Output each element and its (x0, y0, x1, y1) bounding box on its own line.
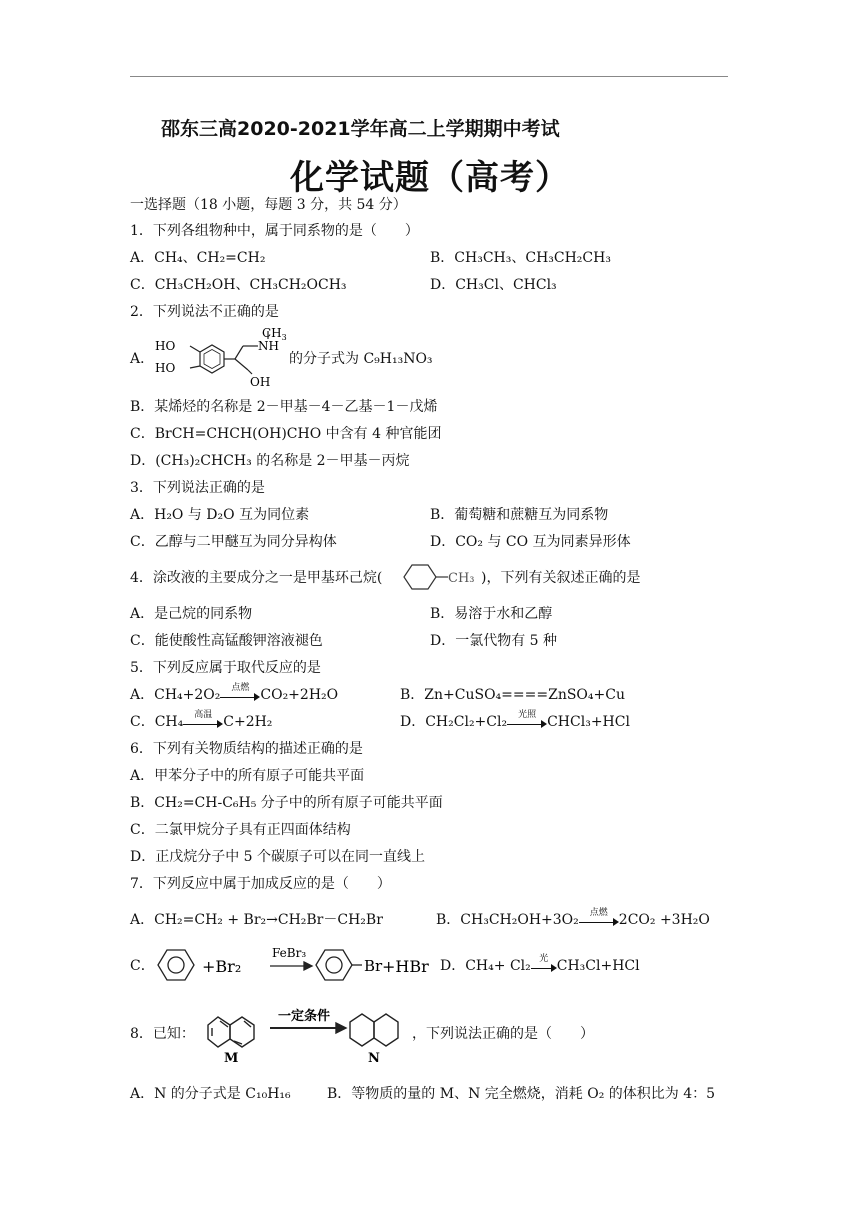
section-heading: 一选择题（18 小题，每题 3 分，共 54 分） (130, 197, 407, 213)
q7-d-condition: 光 (539, 954, 549, 964)
q5-a-condition: 点燃 (231, 683, 250, 693)
nh-label: NH (258, 339, 279, 353)
compound-n-label: N (368, 1051, 380, 1066)
q4-option-b: B．易溶于水和乙醇 (430, 606, 553, 622)
plus-hbr-label: +HBr (382, 957, 429, 976)
reaction-condition-label: 一定条件 (278, 1009, 331, 1024)
q4-option-d: D．一氯代物有 5 种 (430, 633, 558, 649)
q8-stem-post: ，下列说法正确的是（ ） (412, 1026, 594, 1042)
reaction-arrow-icon (220, 683, 260, 702)
q8-option-b: B．等物质的量的 M、N 完全燃烧，消耗 O₂ 的体积比为 4：5 (327, 1086, 716, 1102)
q3-option-a: A．H₂O 与 D₂O 互为同位素 (130, 507, 310, 523)
q1-option-a: A．CH₄、CH₂=CH₂ (130, 250, 266, 266)
q5-option-d (400, 710, 630, 731)
q5-option-a (130, 683, 339, 704)
q4-option-c: C．能使酸性高锰酸钾溶液褪色 (130, 633, 323, 649)
q3-option-b: B．葡萄糖和蔗糖互为同系物 (430, 507, 609, 523)
q3-option-c: C．乙醇与二甲醚互为同分异构体 (130, 534, 337, 550)
q2-option-a-label: A． (130, 351, 155, 367)
q1-option-c: C．CH₃CH₂OH、CH₃CH₂OCH₃ (130, 277, 347, 293)
q7-option-d (440, 954, 640, 975)
q1-stem: 1．下列各组物种中，属于同系物的是（ ） (130, 223, 419, 239)
br-substituent: Br (364, 957, 383, 975)
reaction-arrow-icon (183, 710, 223, 729)
q2-option-c: C．BrCH=CHCH(OH)CHO 中含有 4 种官能团 (130, 426, 442, 442)
naphthalene-hydrogenation-figure (200, 1000, 410, 1066)
q5-d-products: CHCl₃+HCl (547, 714, 630, 730)
q1-option-b: B．CH₃CH₃、CH₃CH₂CH₃ (430, 250, 611, 266)
q4-stem-pre: 4．涂改液的主要成分之一是甲基环己烷( (130, 570, 383, 586)
compound-m-label: M (224, 1051, 239, 1066)
ho-label-2: HO (155, 361, 176, 375)
q6-option-b: B．CH₂=CH-C₆H₅ 分子中的所有原子可能共平面 (130, 795, 443, 811)
q5-c-condition: 高温 (194, 710, 213, 720)
q7-stem: 7．下列反应中属于加成反应的是（ ） (130, 876, 391, 892)
methyl-label: CH₃ (448, 571, 475, 586)
q1-option-d: D．CH₃Cl、CHCl₃ (430, 277, 557, 293)
q5-c-reactants: C．CH₄ (130, 714, 184, 730)
q2-option-d: D．(CH₃)₂CHCH₃ 的名称是 2－甲基－丙烷 (130, 453, 410, 469)
q7-option-c-label: C． (130, 958, 155, 974)
benzene-bromination-figure (152, 942, 432, 988)
ho-label-1: HO (155, 339, 176, 353)
q7-d-products: CH₃Cl+HCl (556, 958, 640, 974)
q7-b-products: 2CO₂ +3H₂O (618, 912, 710, 928)
q6-option-d: D．正戊烷分子中 5 个碳原子可以在同一直线上 (130, 849, 426, 865)
q5-stem: 5．下列反应属于取代反应的是 (130, 660, 321, 676)
reaction-arrow-icon (579, 908, 619, 927)
q6-option-a: A．甲苯分子中的所有原子可能共平面 (130, 768, 365, 784)
q6-option-c: C．二氯甲烷分子具有正四面体结构 (130, 822, 351, 838)
paper-title: 化学试题（高考） (290, 158, 570, 198)
adrenaline-structure-figure (152, 326, 292, 390)
q2-stem: 2．下列说法不正确的是 (130, 304, 279, 320)
ch3-sub: 3 (281, 333, 287, 342)
q2-option-a-text: 的分子式为 C₉H₁₃NO₃ (289, 351, 433, 367)
q8-option-a: A．N 的分子式是 C₁₀H₁₆ (130, 1086, 291, 1102)
q3-stem: 3．下列说法正确的是 (130, 480, 265, 496)
q5-d-condition: 光照 (518, 710, 537, 720)
oh-label: OH (250, 375, 271, 389)
reaction-arrow-icon (507, 710, 547, 729)
q4-option-a: A．是己烷的同系物 (130, 606, 253, 622)
ch3-label: CH (262, 326, 282, 340)
q8-stem-pre: 8．已知： (130, 1026, 195, 1042)
q6-stem: 6．下列有关物质结构的描述正确的是 (130, 741, 363, 757)
q7-b-reactants: B．CH₃CH₂OH+3O₂ (436, 912, 579, 928)
q7-option-b (436, 908, 710, 929)
febr3-catalyst: FeBr₃ (272, 946, 307, 960)
q7-d-reactants: D．CH₄+ Cl₂ (440, 958, 531, 974)
q5-a-reactants: A．CH₄+2O₂ (130, 687, 221, 703)
q5-option-c (130, 710, 273, 731)
reaction-arrow-icon (531, 954, 557, 973)
q2-option-b: B．某烯烃的名称是 2－甲基－4－乙基－1－戊烯 (130, 399, 438, 415)
q5-option-b: B．Zn+CuSO₄====ZnSO₄+Cu (400, 687, 625, 703)
school-exam-header: 邵东三高2020-2021学年高二上学期期中考试 (161, 118, 560, 140)
q5-d-reactants: D．CH₂Cl₂+Cl₂ (400, 714, 508, 730)
q7-option-a: A．CH₂=CH₂ + Br₂→CH₂Br－CH₂Br (130, 912, 383, 928)
methylcyclohexane-figure (398, 560, 482, 594)
plus-br2-label: +Br₂ (202, 957, 242, 976)
header-rule (130, 76, 728, 77)
q4-stem-post: )，下列有关叙述正确的是 (481, 570, 641, 586)
q5-a-products: CO₂+2H₂O (260, 687, 339, 703)
q7-b-condition: 点燃 (589, 908, 608, 918)
q5-c-products: C+2H₂ (223, 714, 273, 730)
q3-option-d: D．CO₂ 与 CO 互为同素异形体 (430, 534, 631, 550)
